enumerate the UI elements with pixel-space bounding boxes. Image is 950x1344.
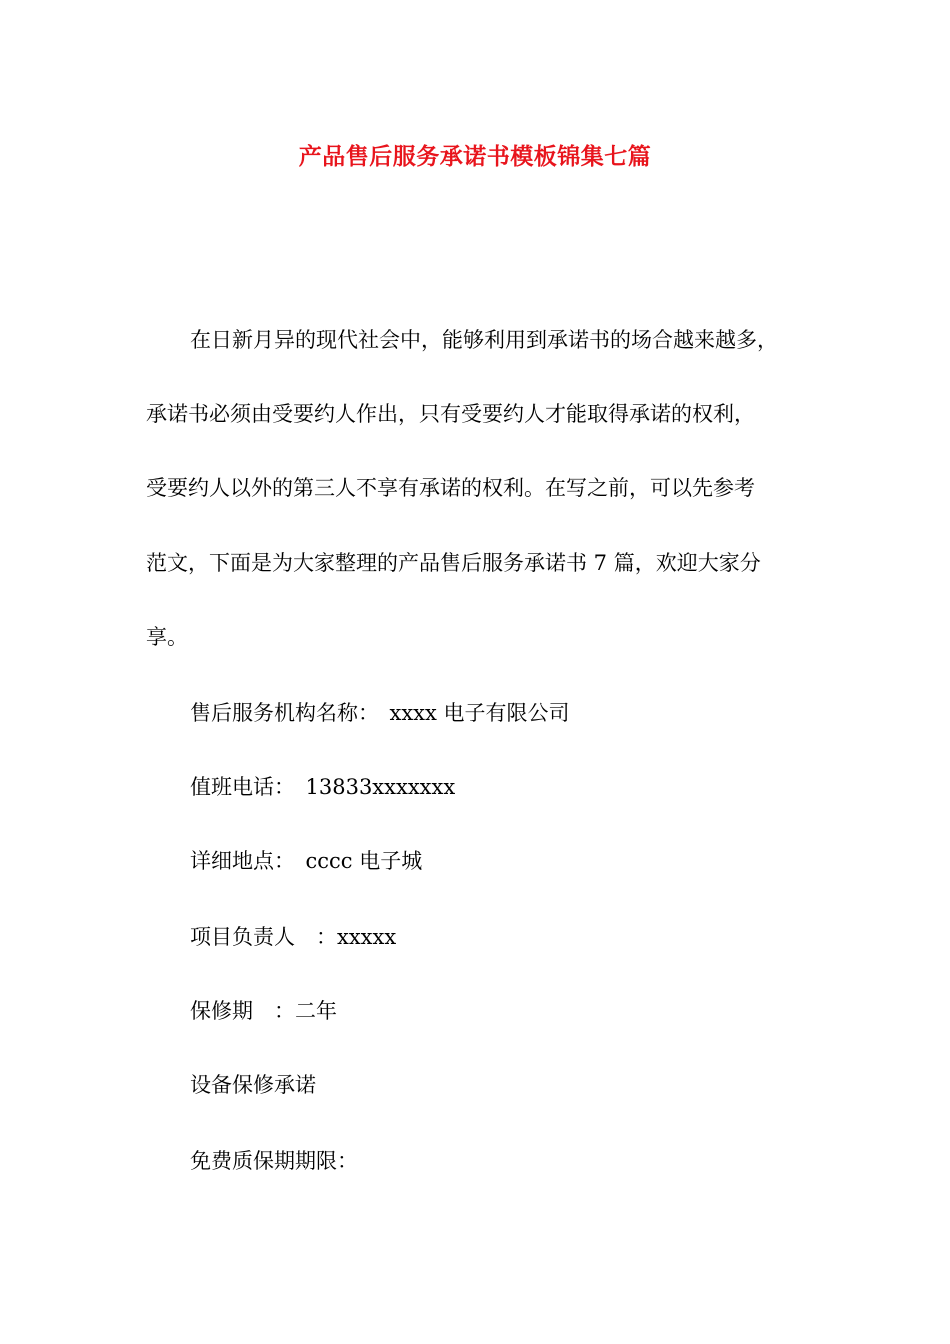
warranty-period-field: 保修期 ：二年 [190,999,337,1023]
equipment-warranty-heading: 设备保修承诺 [190,1073,316,1097]
address-field: 详细地点： cccc 电子城 [190,849,423,873]
intro-paragraph-line: 受要约人以外的第三人不享有承诺的权利。在写之前，可以先参考 [146,476,755,500]
intro-paragraph-line: 承诺书必须由受要约人作出，只有受要约人才能取得承诺的权利， [146,402,755,426]
duty-phone-field: 值班电话： 13833xxxxxxx [190,775,456,799]
document-title: 产品售后服务承诺书模板锦集七篇 [298,143,652,170]
service-org-name-field: 售后服务机构名称： xxxx 电子有限公司 [190,701,570,725]
free-warranty-term-field: 免费质保期期限： [190,1149,358,1173]
intro-paragraph-line: 范文，下面是为大家整理的产品售后服务承诺书 7 篇，欢迎大家分 [146,551,761,575]
project-lead-field: 项目负责人 ：xxxxx [190,925,397,949]
intro-paragraph-line: 享。 [146,625,188,649]
intro-paragraph-line: 在日新月异的现代社会中，能够利用到承诺书的场合越来越多， [190,328,778,352]
